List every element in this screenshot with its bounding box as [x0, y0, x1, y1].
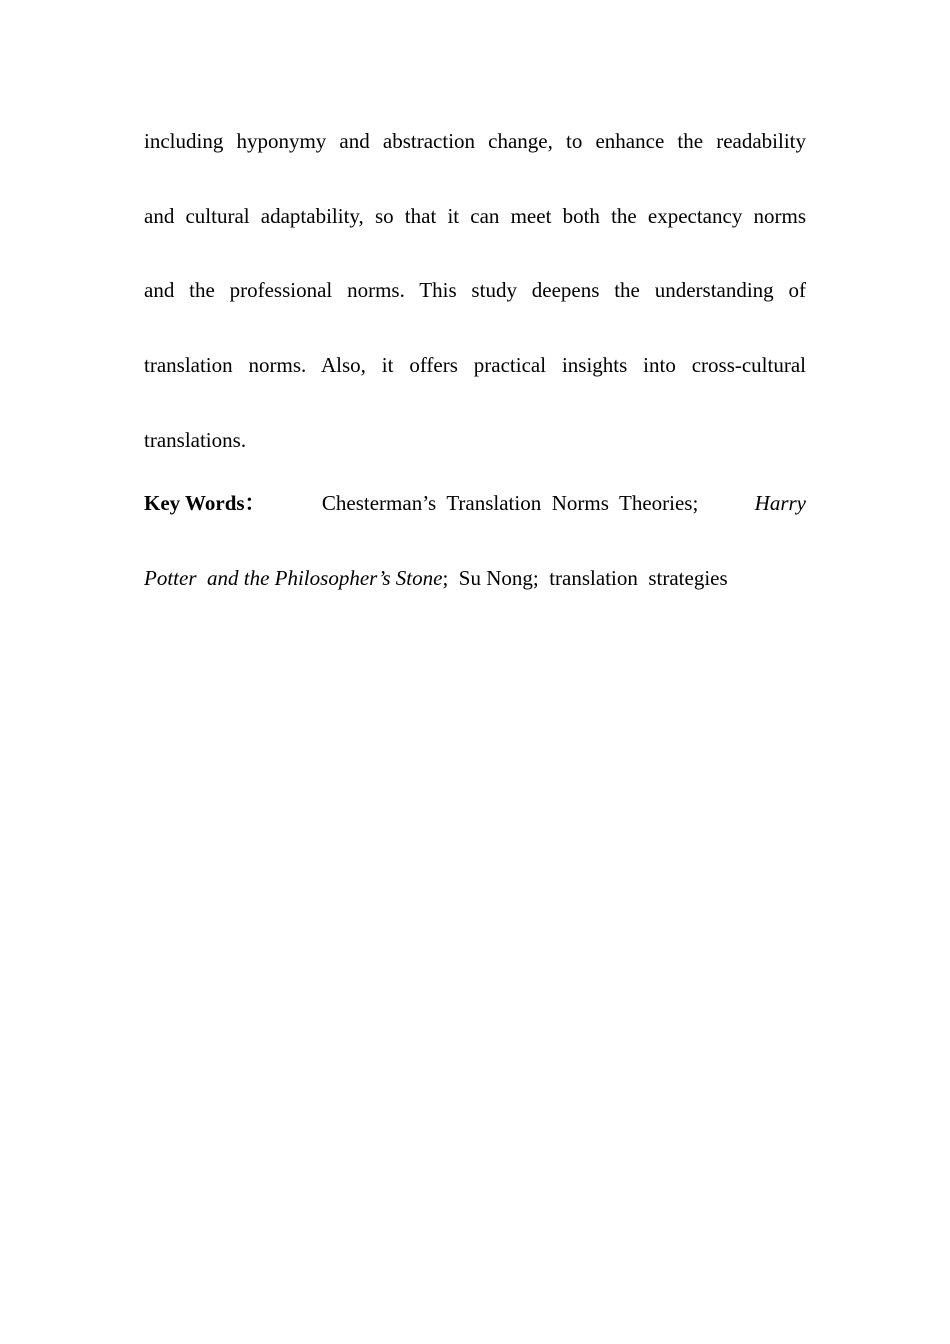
- abstract-line-5: translations.: [144, 428, 247, 452]
- abstract-line-4: translation norms. Also, it offers practical insights into cross-cultural: [144, 353, 806, 377]
- keywords-line-2: [144, 566, 806, 590]
- keywords-label: Key Words：: [144, 491, 266, 515]
- keywords-remaining-terms: ; Su Nong; translation strategies: [442, 566, 728, 590]
- keywords-title-start: Harry: [754, 491, 806, 515]
- keywords-title-end: Potter and the Philosopher’s Stone: [144, 566, 443, 590]
- abstract-line-1: including hyponymy and abstraction change, to enhance the readability: [144, 129, 806, 153]
- abstract-line-3: and the professional norms. This study deepens the understanding of: [144, 278, 806, 302]
- abstract-line-2: and cultural adaptability, so that it can meet both the expectancy norms: [144, 204, 806, 228]
- keywords-first-terms: Chesterman’s Translation Norms Theories;: [321, 491, 699, 515]
- keywords-line-1: [144, 491, 806, 515]
